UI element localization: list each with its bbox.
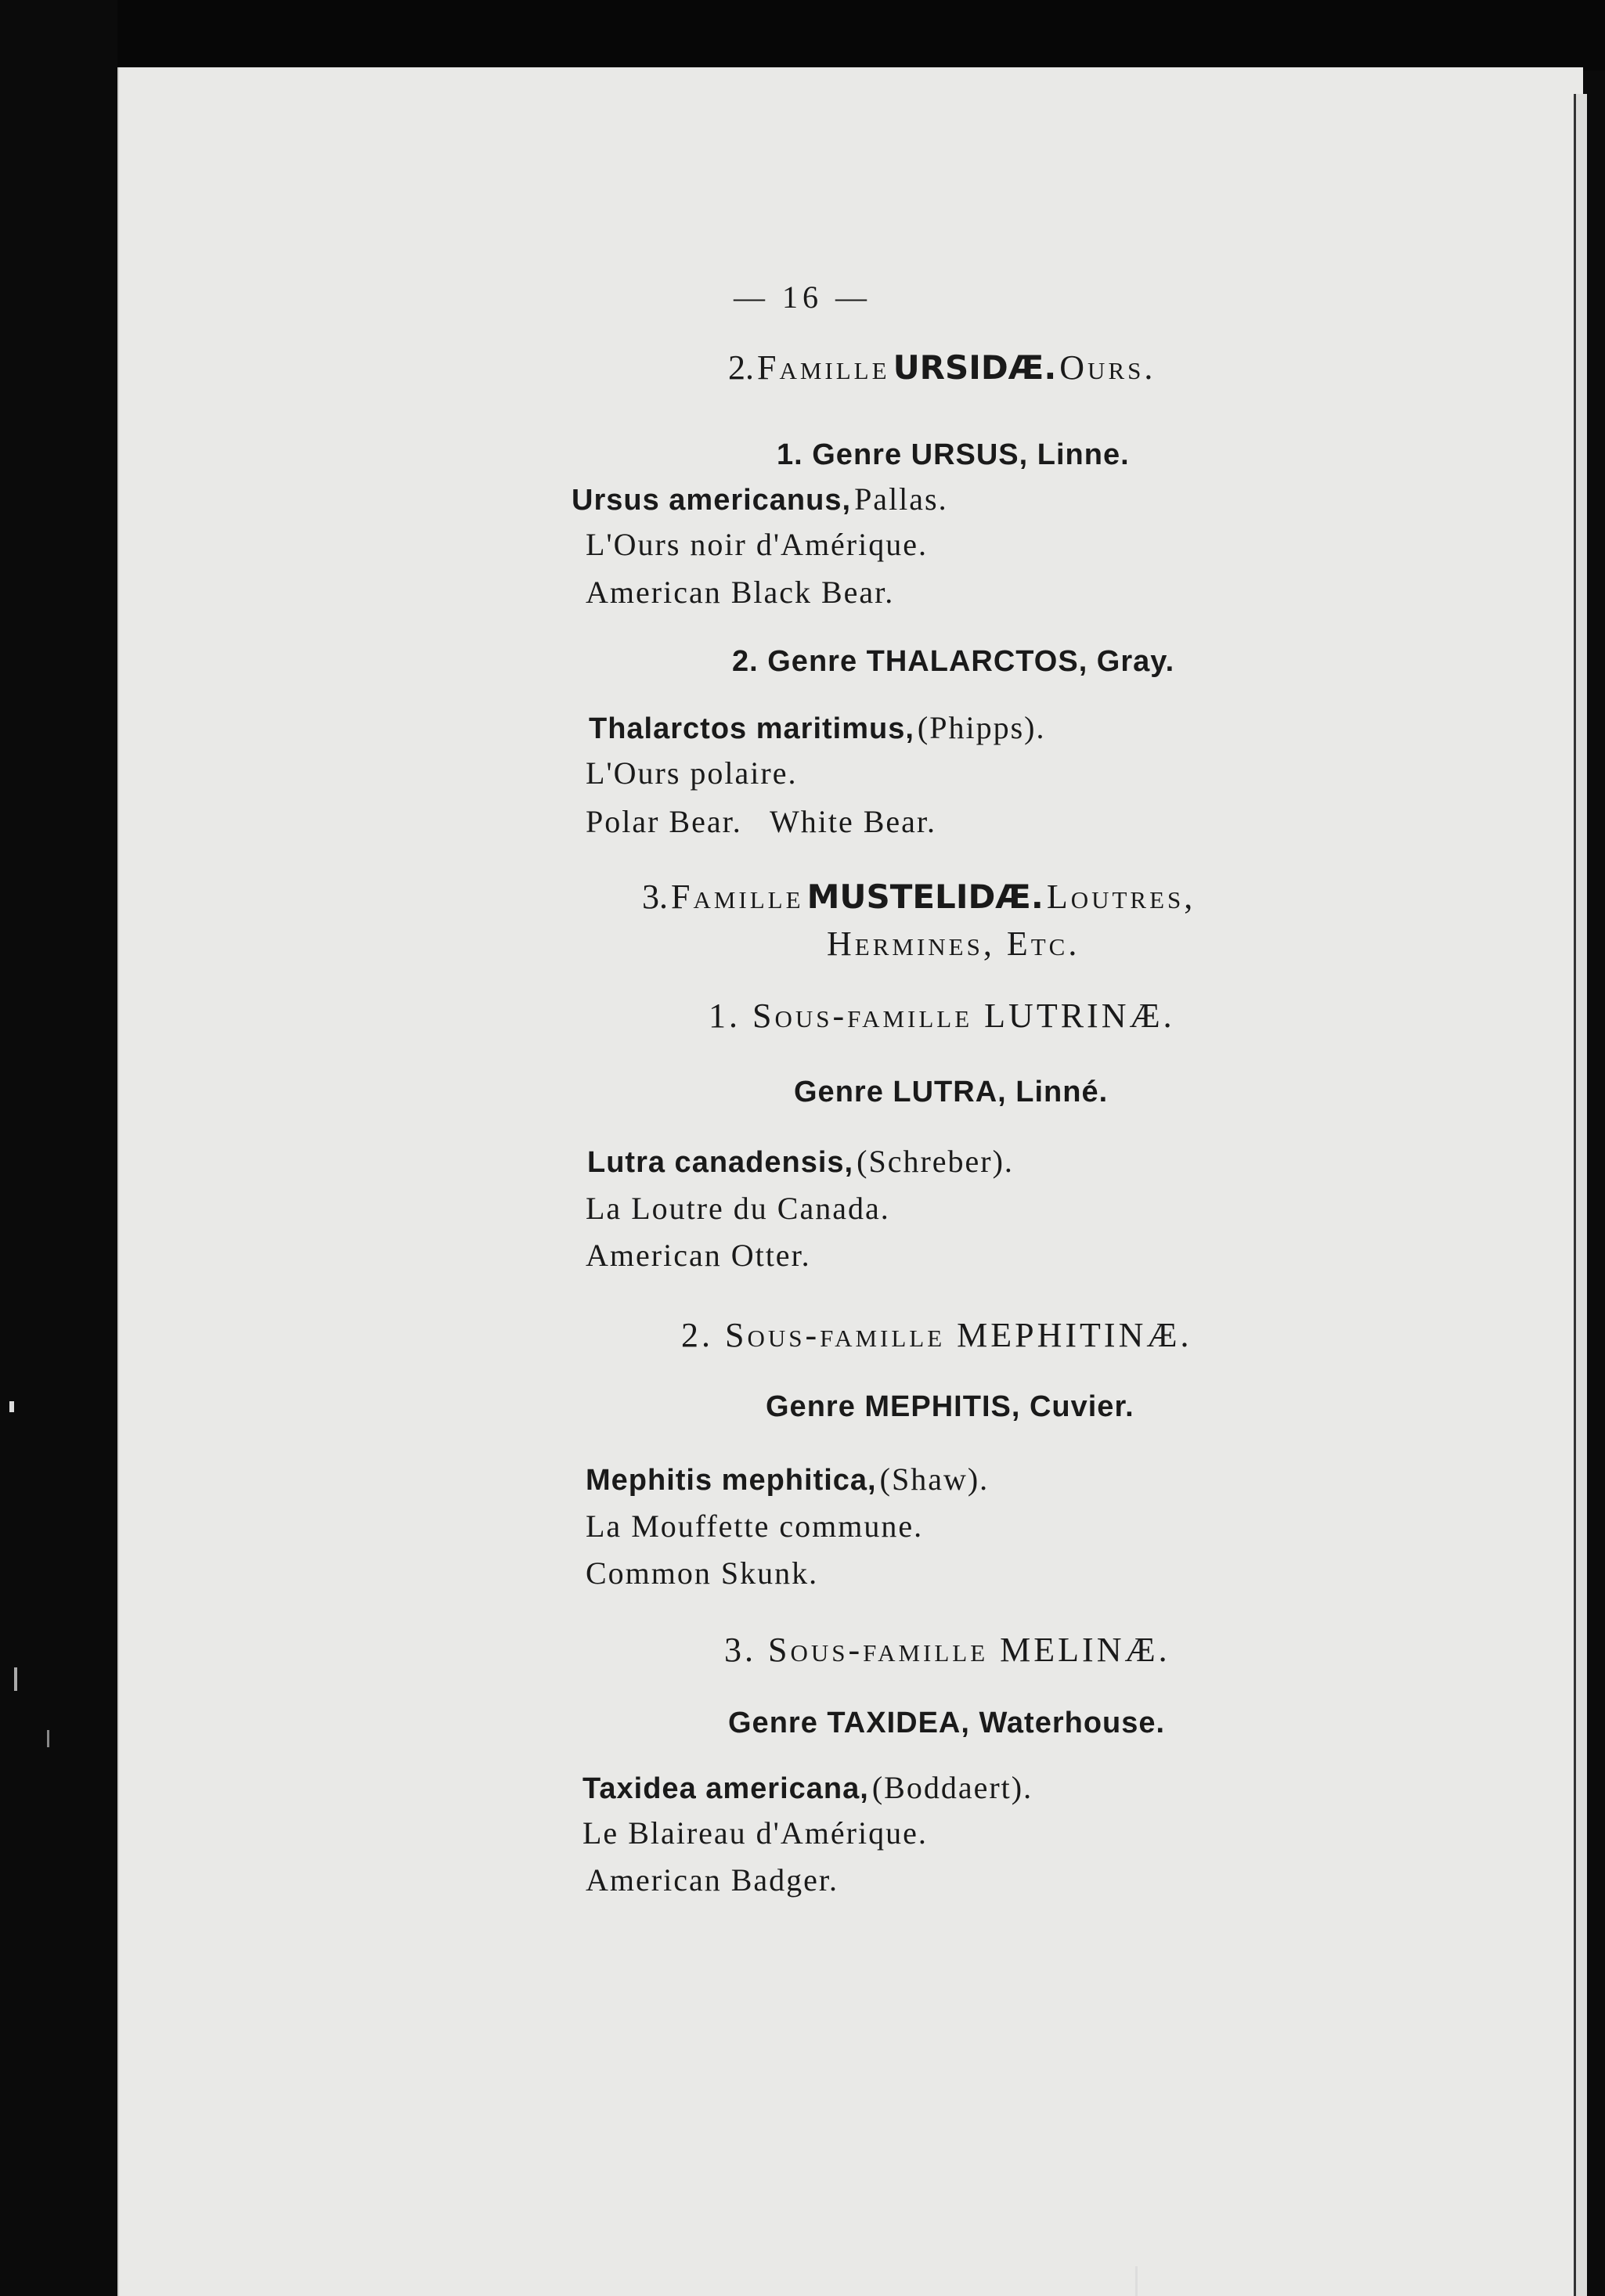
english-name: American Black Bear. bbox=[586, 575, 895, 610]
family-name: MUSTELIDÆ. bbox=[806, 878, 1044, 916]
subfamily-heading: 2. Sous-famille MEPHITINÆ. bbox=[681, 1316, 1192, 1354]
genus-heading: Genre TAXIDEA, Waterhouse. bbox=[728, 1707, 1166, 1739]
species-name: Lutra canadensis, bbox=[587, 1146, 854, 1179]
english-name: Polar Bear. White Bear. bbox=[586, 804, 937, 839]
french-name: La Loutre du Canada. bbox=[586, 1191, 890, 1226]
genus-heading: Genre MEPHITIS, Cuvier. bbox=[766, 1390, 1134, 1423]
family-heading-mustelidae bbox=[642, 880, 1196, 914]
scan-speck bbox=[9, 1401, 14, 1412]
species-name: Mephitis mephitica, bbox=[586, 1464, 877, 1497]
species-author: (Boddaert). bbox=[871, 1770, 1033, 1805]
english-name: Common Skunk. bbox=[586, 1555, 819, 1591]
species-author: Pallas. bbox=[854, 481, 948, 517]
facing-page-edge bbox=[1574, 94, 1587, 2296]
species-name: Taxidea americana, bbox=[582, 1772, 869, 1805]
species-name: Thalarctos maritimus, bbox=[589, 712, 914, 745]
species-line bbox=[589, 712, 1045, 744]
subfamily-heading: 3. Sous-famille MELINÆ. bbox=[724, 1631, 1170, 1669]
family-word: Famille bbox=[671, 878, 804, 916]
family-number: 3. bbox=[642, 878, 668, 916]
species-author: (Schreber). bbox=[857, 1144, 1014, 1179]
subfamily-heading: 1. Sous-famille LUTRINÆ. bbox=[709, 997, 1175, 1035]
scan-speck bbox=[47, 1730, 49, 1747]
family-common-name: Loutres, bbox=[1046, 878, 1196, 916]
species-line bbox=[587, 1146, 1014, 1177]
french-name: La Mouffette commune. bbox=[586, 1508, 924, 1544]
species-line bbox=[572, 481, 948, 517]
species-author: (Shaw). bbox=[879, 1462, 990, 1497]
page-number: — 16 — bbox=[734, 279, 871, 315]
family-word: Famille bbox=[757, 348, 890, 387]
species-name: Ursus americanus, bbox=[572, 484, 852, 517]
family-heading-ursidae bbox=[728, 348, 1156, 387]
english-name: American Badger. bbox=[586, 1862, 839, 1898]
english-name: American Otter. bbox=[586, 1238, 811, 1273]
genus-heading: Genre LUTRA, Linné. bbox=[794, 1076, 1109, 1108]
scan-speck bbox=[1135, 2266, 1138, 2296]
genus-heading: 1. Genre URSUS, Linne. bbox=[777, 438, 1130, 471]
genus-heading: 2. Genre THALARCTOS, Gray. bbox=[732, 645, 1175, 678]
french-name: L'Ours noir d'Amérique. bbox=[586, 527, 928, 562]
french-name: Le Blaireau d'Amérique. bbox=[582, 1815, 928, 1851]
scan-top-margin bbox=[117, 0, 1605, 70]
species-author: (Phipps). bbox=[917, 710, 1046, 745]
book-page bbox=[117, 67, 1583, 2296]
family-common-name: Ours. bbox=[1059, 348, 1156, 387]
family-name: URSIDÆ. bbox=[893, 348, 1057, 387]
species-line bbox=[586, 1464, 989, 1495]
species-line bbox=[582, 1772, 1033, 1804]
scan-speck bbox=[14, 1667, 17, 1691]
family-number: 2. bbox=[728, 348, 754, 387]
family-common-name-cont: Hermines, Etc. bbox=[827, 925, 1080, 963]
french-name: L'Ours polaire. bbox=[586, 755, 798, 791]
